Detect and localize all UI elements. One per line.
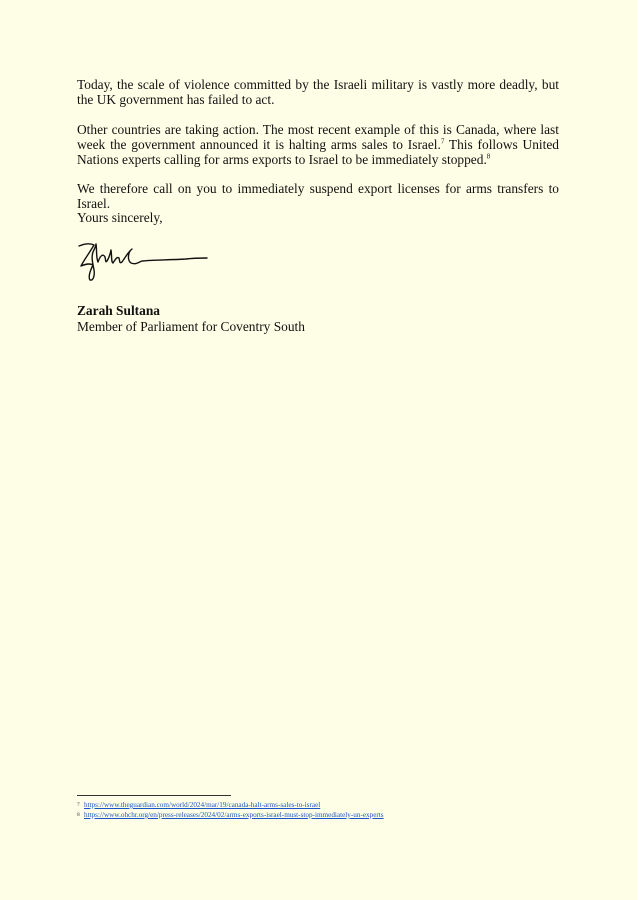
footnote — [77, 811, 384, 820]
footnote-reference: 8 — [486, 152, 491, 161]
signer-name: Zarah Sultana — [77, 303, 160, 318]
closing-salutation: Yours sincerely, — [77, 210, 163, 225]
footnote-number: 8 — [77, 812, 80, 818]
body-paragraph: Today, the scale of violence committed by the Israeli military is vastly more deadly, but the UK government has failed to act. — [77, 77, 559, 107]
footnote-number: 7 — [77, 802, 80, 808]
footnote-link[interactable]: https://www.theguardian.com/world/2024/mar/19/canada-halt-arms-sales-to-israel — [84, 801, 321, 809]
footnote-separator — [77, 795, 231, 796]
paragraph-text: This follows United Nations experts calling for arms exports to Israel to be immediately stopped. — [77, 137, 559, 167]
footnote-link[interactable]: https://www.ohchr.org/en/press-releases/2024/02/arms-exports-israel-must-stop-immediately-un-experts — [84, 811, 384, 819]
footnote — [77, 801, 320, 810]
body-paragraph — [77, 122, 559, 167]
handwritten-signature — [76, 238, 211, 282]
paragraph-text: Other countries are taking action. The most recent example of this is Canada, where last week the government announced it is halting arms sales to Israel. — [77, 122, 559, 152]
footnote-reference: 7 — [440, 137, 445, 146]
signer-role: Member of Parliament for Coventry South — [77, 319, 305, 334]
body-paragraph: We therefore call on you to immediately suspend export licenses for arms transfers to Israel. — [77, 181, 559, 211]
